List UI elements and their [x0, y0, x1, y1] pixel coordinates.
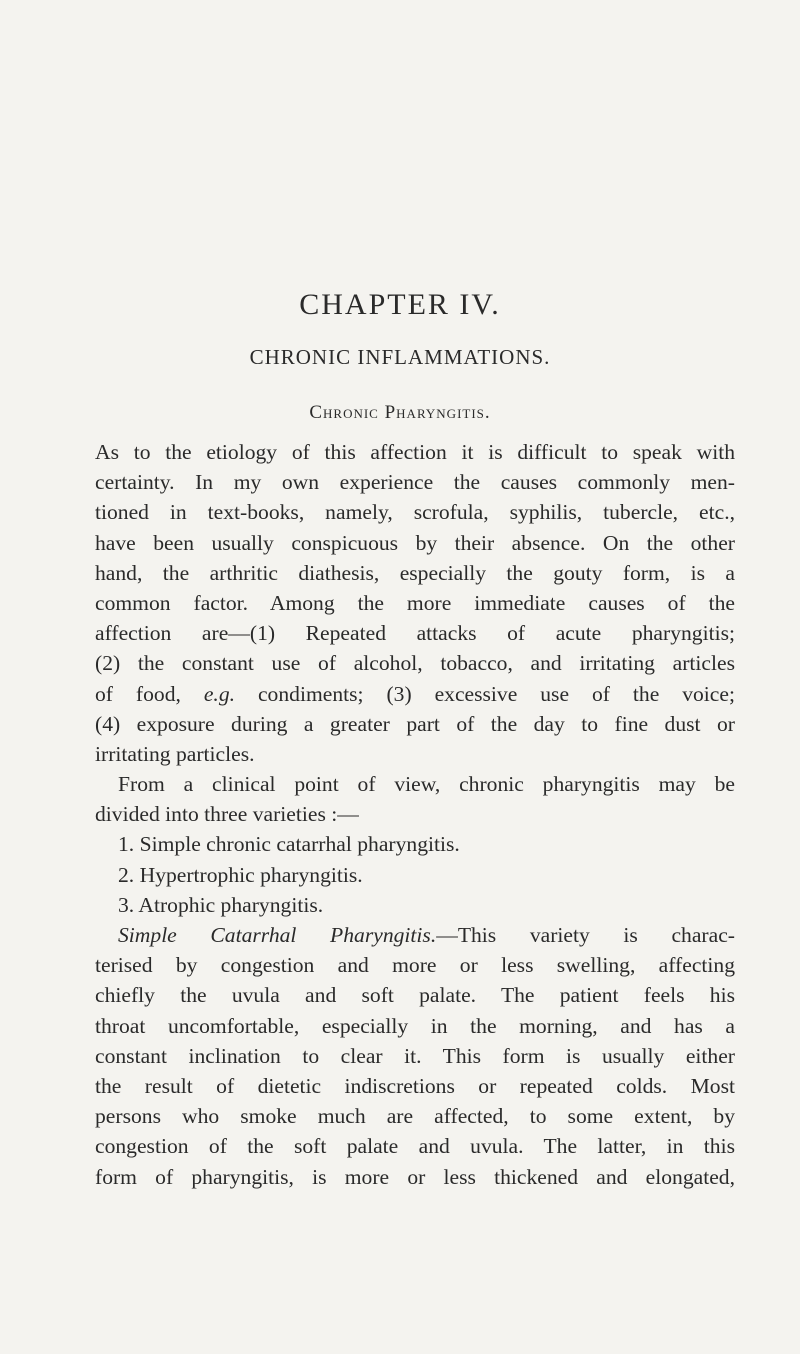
- text-line: persons who smoke much are affected, to some extent, by: [95, 1104, 735, 1129]
- text-line: [95, 679, 735, 709]
- chapter-heading: CHAPTER IV.: [299, 288, 501, 321]
- text-line: have been usually conspicuous by their absence. On the other: [95, 530, 735, 555]
- section-heading: CHRONIC INFLAMMATIONS.: [249, 345, 551, 369]
- text-line: tioned in text-books, namely, scrofula, syphilis, tubercle, etc.,: [95, 500, 735, 525]
- text-line: (4) exposure during a greater part of the day to fine dust or: [95, 711, 735, 736]
- text-line: affection are—(1) Repeated attacks of acute pharyngitis;: [95, 621, 735, 646]
- italic-run-in-heading: Simple Catarrhal Pharyngitis.: [118, 923, 437, 947]
- text-line: the result of dietetic indiscretions or repeated colds. Most: [95, 1073, 735, 1098]
- list-item: 2. Hypertrophic pharyngitis.: [118, 862, 363, 887]
- text-line: constant inclination to clear it. This form is usually either: [95, 1043, 735, 1068]
- text-line: From a clinical point of view, chronic pharyngitis may be: [118, 772, 735, 797]
- text-line: form of pharyngitis, is more or less thickened and elongated,: [95, 1164, 735, 1189]
- text-line: throat uncomfortable, especially in the morning, and has a: [95, 1013, 735, 1038]
- list-item: 1. Simple chronic catarrhal pharyngitis.: [118, 832, 460, 857]
- text-line: terised by congestion and more or less swelling, affecting: [95, 953, 735, 978]
- text-fragment: of food,: [95, 681, 181, 706]
- text-line: As to the etiology of this affection it is difficult to speak with: [95, 440, 735, 464]
- text-line: divided into three varieties :—: [95, 802, 359, 827]
- text-line: irritating particles.: [95, 741, 255, 766]
- text-line: [95, 920, 735, 950]
- text-fragment: —This variety is charac-: [436, 923, 735, 947]
- text-line: (2) the constant use of alcohol, tobacco, and irritating articles: [95, 651, 735, 676]
- text-line: common factor. Among the more immediate causes of the: [95, 590, 735, 615]
- text-line: certainty. In my own experience the causes commonly men-: [95, 470, 735, 495]
- body-text: [95, 437, 735, 1192]
- text-fragment: condiments; (3) excessive use of the voice;: [257, 681, 735, 706]
- text-line: hand, the arthritic diathesis, especially the gouty form, is a: [95, 560, 735, 585]
- text-line: chiefly the uvula and soft palate. The patient feels his: [95, 983, 735, 1008]
- italic-abbreviation: e.g.: [203, 681, 236, 706]
- text-line: congestion of the soft palate and uvula. The latter, in this: [95, 1134, 735, 1159]
- list-item: 3. Atrophic pharyngitis.: [118, 892, 324, 917]
- subsection-heading: Chronic Pharyngitis.: [309, 402, 491, 423]
